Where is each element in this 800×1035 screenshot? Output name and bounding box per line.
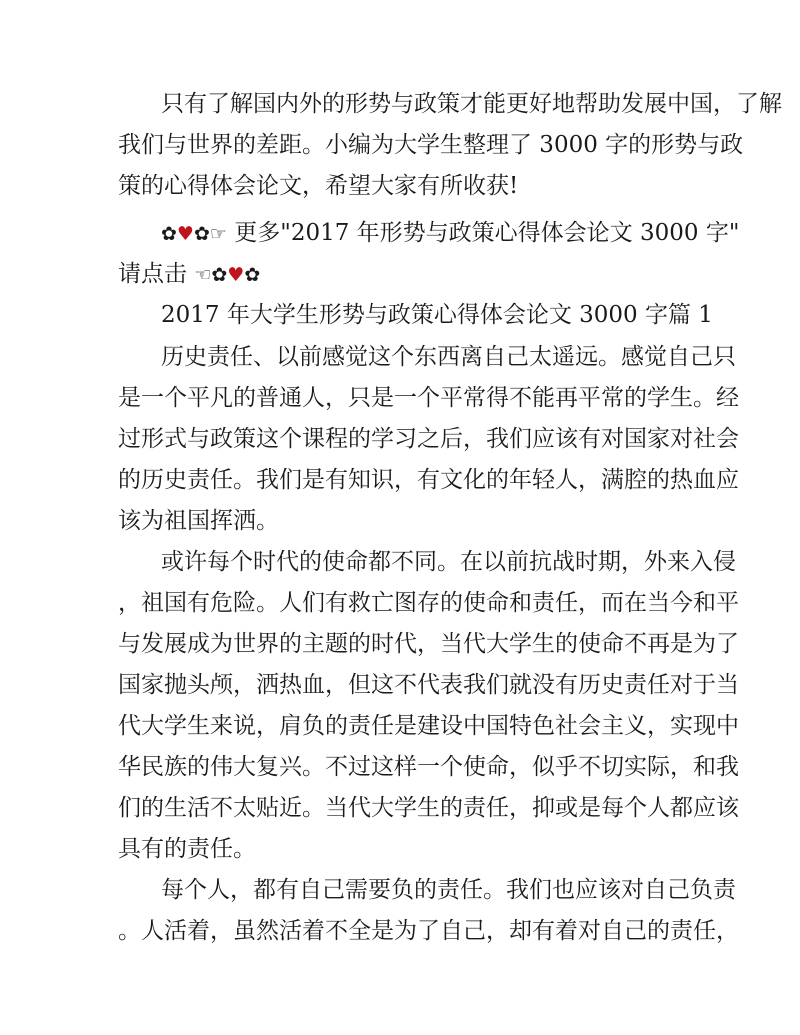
- flower-icon: ✿: [211, 264, 228, 286]
- flower-icon: ✿: [244, 264, 261, 286]
- article-paragraph-3: [118, 870, 739, 952]
- intro-line: 策的心得体会论文，希望大家有所收获!: [118, 173, 519, 199]
- intro-paragraph: [118, 84, 782, 207]
- paragraph-line: 华民族的伟大复兴。不过这样一个使命，似乎不切实际，和我: [118, 754, 739, 780]
- paragraph-line: 历史责任、以前感觉这个东西离自己太遥远。感觉自己只: [161, 344, 736, 370]
- paragraph-line: 具有的责任。: [118, 836, 256, 862]
- pointing-hand-left-icon: ☜: [194, 264, 212, 286]
- paragraph-line: ，祖国有危险。人们有救亡图存的使命和责任，而在当今和平: [118, 590, 739, 616]
- article-paragraph-2: [118, 542, 739, 870]
- paragraph-line: 该为祖国挥洒。: [118, 508, 279, 534]
- promo-line[interactable]: [118, 213, 740, 254]
- paragraph-line: 代大学生来说，肩负的责任是建设中国特色社会主义，实现中: [118, 713, 739, 739]
- article-title-text: 2017 年大学生形势与政策心得体会论文 3000 字篇 1: [161, 302, 713, 328]
- heart-icon: ♥: [176, 223, 194, 245]
- paragraph-line: 们的生活不太贴近。当代大学生的责任，抑或是每个人都应该: [118, 795, 739, 821]
- flower-icon: ✿: [193, 223, 210, 245]
- paragraph-line: 。人活着，虽然活着不全是为了自己，却有着对自己的责任，: [118, 918, 739, 944]
- paragraph-line: 国家抛头颅，洒热血，但这不代表我们就没有历史责任对于当: [118, 672, 739, 698]
- intro-line: 只有了解国内外的形势与政策才能更好地帮助发展中国，了解: [161, 91, 782, 117]
- paragraph-line: 与发展成为世界的主题的时代，当代大学生的使命不再是为了: [118, 631, 739, 657]
- paragraph-line: 过形式与政策这个课程的学习之后，我们应该有对国家对社会: [118, 426, 739, 452]
- promo-click-text[interactable]: 请点击: [118, 261, 187, 287]
- promo-link[interactable]: [118, 213, 740, 295]
- pointing-hand-right-icon: ☞: [209, 223, 227, 245]
- heart-icon: ♥: [227, 264, 245, 286]
- paragraph-line: 或许每个时代的使命都不同。在以前抗战时期，外来入侵: [161, 549, 736, 575]
- intro-line: 我们与世界的差距。小编为大学生整理了 3000 字的形势与政: [118, 132, 744, 158]
- flower-icon: ✿: [161, 223, 177, 245]
- paragraph-line: 的历史责任。我们是有知识，有文化的年轻人，满腔的热血应: [118, 467, 739, 493]
- article-paragraph-1: [118, 337, 739, 542]
- promo-line[interactable]: [118, 254, 684, 295]
- article-title: [118, 295, 713, 336]
- paragraph-line: 每个人，都有自己需要负的责任。我们也应该对自己负责: [161, 877, 736, 903]
- promo-text[interactable]: 更多"2017 年形势与政策心得体会论文 3000 字": [234, 220, 740, 246]
- paragraph-line: 是一个平凡的普通人，只是一个平常得不能再平常的学生。经: [118, 385, 739, 411]
